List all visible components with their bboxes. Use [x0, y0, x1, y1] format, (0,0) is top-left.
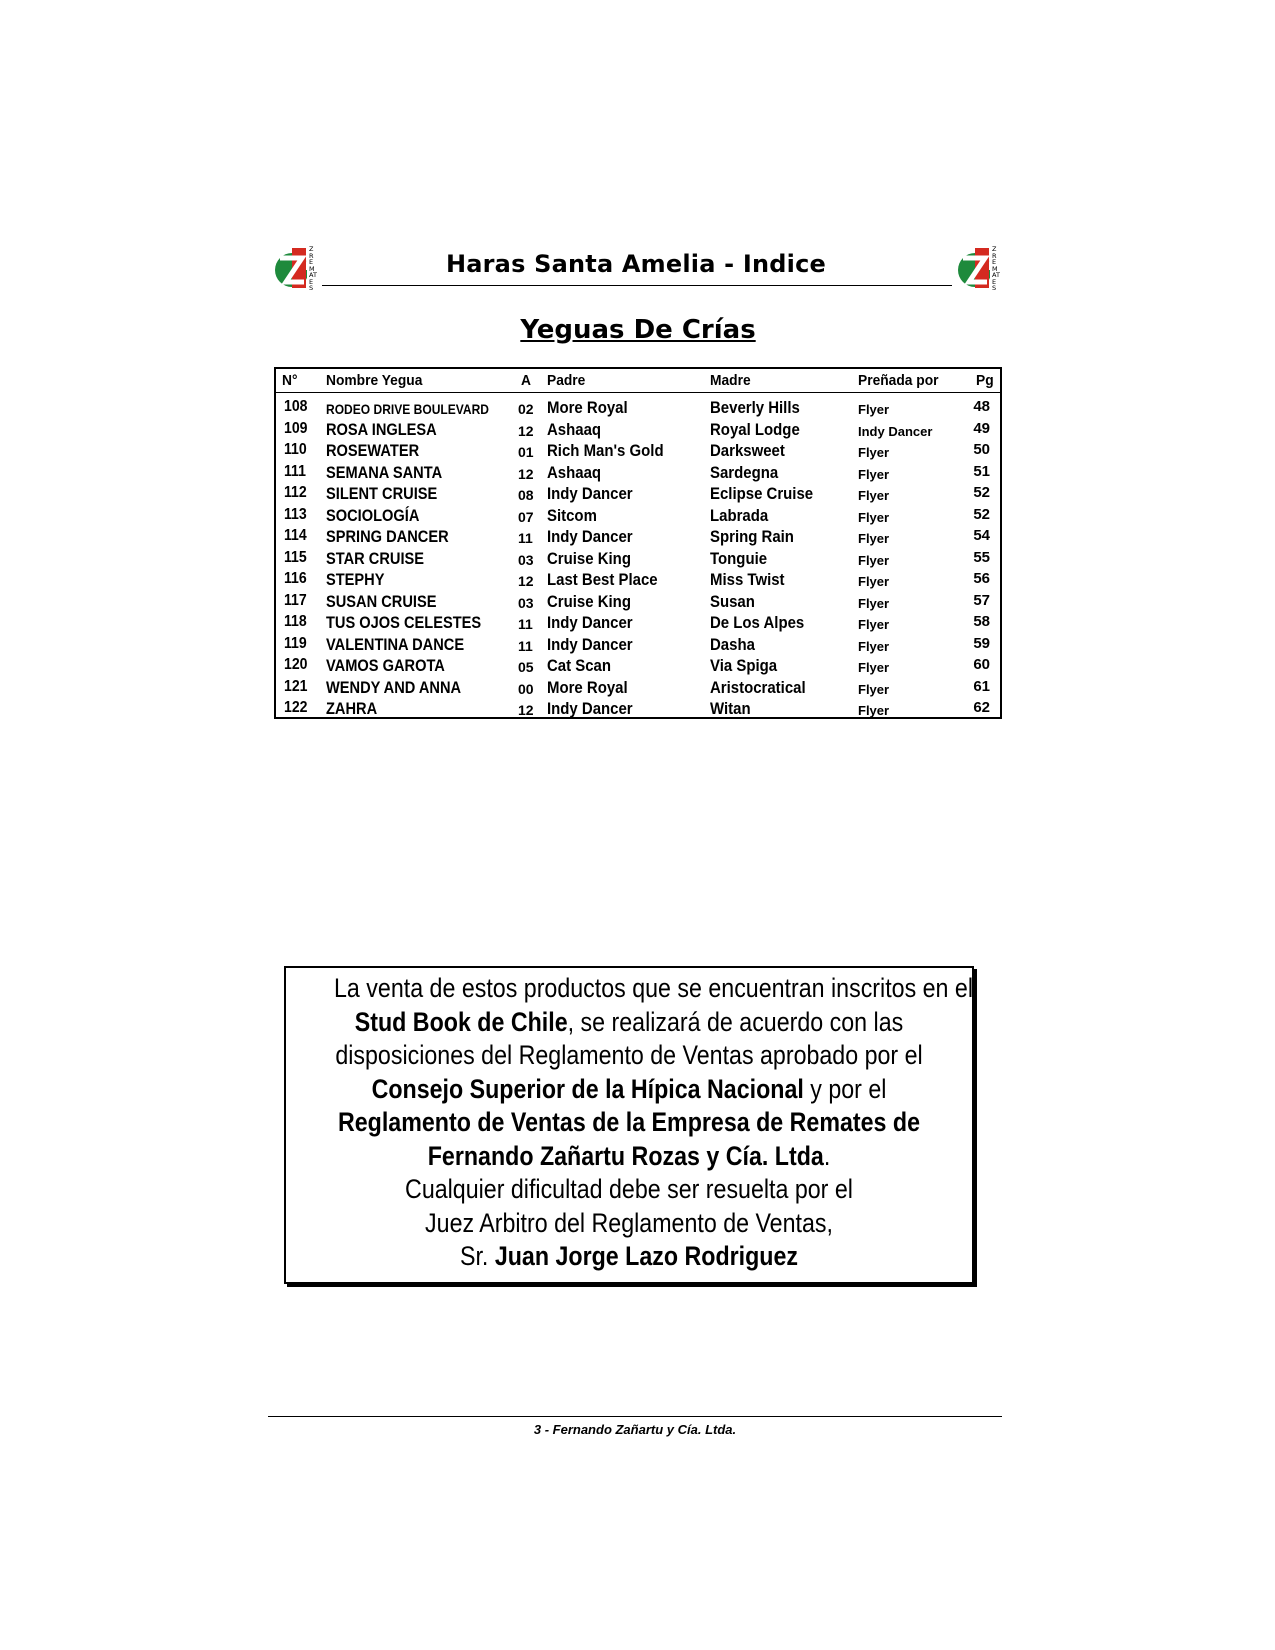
cell-sire: Cat Scan — [547, 656, 612, 675]
cell-age: 12 — [518, 573, 534, 589]
cell-page: 49 — [973, 419, 990, 437]
cell-sire: Rich Man's Gold — [547, 441, 664, 460]
column-header-age: A — [521, 372, 531, 389]
cell-dam: Eclipse Cruise — [710, 484, 814, 503]
notice-bold-text: Consejo Superior de la Hípica Nacional — [371, 1073, 804, 1104]
cell-page: 51 — [973, 462, 990, 480]
cell-page: 61 — [973, 677, 990, 695]
cell-page: 52 — [973, 505, 990, 523]
column-header-dam: Madre — [710, 372, 751, 389]
cell-name: ROSA INGLESA — [326, 419, 437, 439]
table-row — [276, 505, 1000, 527]
cell-page: 62 — [973, 699, 990, 716]
cell-page: 55 — [973, 548, 990, 566]
cell-name: SEMANA SANTA — [326, 462, 443, 482]
cell-name: SPRING DANCER — [326, 527, 449, 546]
cell-pregnant-by: Flyer — [858, 445, 890, 460]
column-header-number: N° — [282, 372, 298, 389]
cell-pregnant-by: Flyer — [858, 488, 890, 503]
cell-sire: Indy Dancer — [547, 634, 633, 654]
table-row — [276, 569, 1000, 591]
cell-number: 118 — [284, 613, 307, 630]
cell-number: 110 — [284, 441, 307, 458]
cell-number: 120 — [284, 656, 308, 673]
cell-number: 119 — [284, 634, 307, 652]
table-row — [276, 440, 1000, 462]
cell-age: 00 — [518, 680, 534, 697]
cell-pregnant-by: Flyer — [858, 595, 890, 611]
notice-text: Juez Arbitro del Reglamento de Ventas, — [425, 1207, 833, 1238]
cell-age: 11 — [518, 616, 533, 632]
cell-sire: Indy Dancer — [547, 613, 633, 632]
notice-line — [334, 1106, 924, 1140]
cell-dam: De Los Alpes — [710, 613, 805, 632]
cell-sire: Indy Dancer — [547, 484, 633, 503]
cell-age: 01 — [518, 444, 534, 460]
notice-line — [334, 1039, 924, 1073]
notice-text: La venta de estos productos que se encuentran inscritos en el — [334, 973, 973, 1003]
cell-name: STAR CRUISE — [326, 548, 425, 568]
column-header-name: Nombre Yegua — [326, 372, 423, 389]
cell-pregnant-by: Flyer — [858, 466, 890, 482]
cell-page: 50 — [973, 441, 990, 458]
notice-bold-text: Juan Jorge Lazo Rodriguez — [494, 1241, 799, 1271]
cell-pregnant-by: Flyer — [858, 574, 890, 589]
cell-name: STEPHY — [326, 570, 385, 589]
cell-page: 56 — [973, 570, 990, 587]
cell-pregnant-by: Flyer — [858, 638, 890, 654]
notice-text: disposiciones del Reglamento de Ventas aprobado por el — [335, 1040, 923, 1070]
cell-sire: More Royal — [547, 398, 628, 417]
cell-sire: Cruise King — [547, 591, 631, 611]
table-row — [276, 698, 1000, 720]
cell-age: 11 — [518, 637, 533, 654]
cell-pregnant-by: Flyer — [858, 509, 890, 525]
cell-name: WENDY AND ANNA — [326, 677, 462, 697]
table-header-row — [276, 369, 1000, 393]
cell-dam: Sardegna — [710, 462, 779, 482]
notice-text: y por el — [803, 1073, 887, 1104]
cell-number: 114 — [284, 527, 307, 544]
cell-dam: Dasha — [710, 634, 755, 654]
cell-page: 57 — [973, 591, 990, 609]
cell-number: 122 — [284, 699, 308, 716]
header-divider — [322, 285, 952, 286]
table-row — [276, 655, 1000, 677]
notice-line — [334, 972, 973, 1006]
cell-dam: Beverly Hills — [710, 398, 800, 417]
cell-pregnant-by: Flyer — [858, 552, 890, 568]
cell-page: 52 — [973, 484, 990, 501]
notice-line — [334, 1006, 924, 1040]
table-row — [276, 677, 1000, 699]
cell-number: 113 — [284, 505, 307, 523]
page-footer: 3 - Fernando Zañartu y Cía. Ltda. — [533, 1422, 737, 1437]
cell-sire: Ashaaq — [547, 462, 602, 482]
table-row — [276, 397, 1000, 419]
table-row — [276, 591, 1000, 613]
notice-text: . — [823, 1140, 831, 1171]
notice-bold-text: Fernando Zañartu Rozas y Cía. Ltda — [427, 1140, 824, 1171]
logo-text: ZREMATES — [992, 245, 1000, 292]
cell-dam: Royal Lodge — [710, 419, 800, 439]
cell-name: VALENTINA DANCE — [326, 634, 465, 654]
table-body — [276, 397, 1000, 720]
cell-pregnant-by: Flyer — [858, 531, 890, 546]
cell-dam: Spring Rain — [710, 527, 794, 546]
cell-page: 54 — [973, 527, 990, 544]
cell-page: 58 — [973, 613, 990, 630]
table-row — [276, 634, 1000, 656]
cell-dam: Darksweet — [710, 441, 785, 460]
cell-number: 112 — [284, 484, 307, 501]
logo-text: ZREMATES — [309, 245, 317, 292]
cell-pregnant-by: Flyer — [858, 617, 890, 632]
notice-text: Cualquier dificultad debe ser resuelta por el — [405, 1174, 853, 1204]
cell-sire: Indy Dancer — [547, 699, 633, 718]
cell-number: 117 — [284, 591, 307, 609]
column-header-sire: Padre — [547, 372, 586, 389]
cell-sire: Indy Dancer — [547, 527, 633, 546]
cell-age: 08 — [518, 487, 534, 503]
company-logo-left — [272, 244, 320, 292]
mares-index-table — [274, 367, 1002, 719]
cell-name: ZAHRA — [326, 699, 378, 718]
cell-dam: Witan — [710, 699, 751, 718]
cell-dam: Labrada — [710, 505, 769, 525]
table-row — [276, 548, 1000, 570]
cell-sire: Sitcom — [547, 505, 597, 525]
cell-dam: Aristocratical — [710, 677, 806, 697]
cell-name: SUSAN CRUISE — [326, 591, 437, 611]
footer-divider — [268, 1416, 1002, 1417]
cell-age: 12 — [518, 465, 534, 482]
column-header-pregnant-by: Preñada por — [858, 372, 939, 389]
cell-number: 109 — [284, 419, 308, 437]
cell-name: TUS OJOS CELESTES — [326, 613, 482, 632]
cell-age: 03 — [518, 594, 534, 611]
cell-pregnant-by: Flyer — [858, 402, 890, 417]
table-row — [276, 483, 1000, 505]
page-header-title: Haras Santa Amelia - Indice — [445, 250, 827, 278]
notice-bold-text: Stud Book de Chile — [354, 1006, 568, 1037]
notice-line — [334, 1140, 924, 1174]
cell-age: 07 — [518, 508, 534, 525]
table-row — [276, 462, 1000, 484]
cell-page: 48 — [973, 398, 990, 415]
cell-age: 02 — [518, 401, 534, 417]
cell-pregnant-by: Flyer — [858, 681, 890, 697]
company-logo-right — [955, 244, 1003, 292]
cell-age: 05 — [518, 659, 534, 675]
cell-dam: Tonguie — [710, 548, 768, 568]
cell-page: 60 — [973, 656, 990, 673]
cell-number: 108 — [284, 398, 308, 415]
cell-name: SOCIOLOGÍA — [326, 505, 420, 525]
cell-name: SILENT CRUISE — [326, 484, 438, 503]
cell-age: 03 — [518, 551, 534, 568]
cell-pregnant-by: Indy Dancer — [858, 423, 933, 439]
table-row — [276, 526, 1000, 548]
cell-name: RODEO DRIVE BOULEVARD — [326, 401, 490, 417]
notice-line — [334, 1073, 924, 1107]
notice-line — [334, 1240, 924, 1274]
cell-age: 11 — [518, 530, 533, 546]
cell-dam: Susan — [710, 591, 755, 611]
cell-number: 115 — [284, 548, 307, 566]
notice-line — [334, 1173, 924, 1207]
cell-dam: Via Spiga — [710, 656, 778, 675]
cell-name: ROSEWATER — [326, 441, 420, 460]
cell-age: 12 — [518, 422, 534, 439]
cell-dam: Miss Twist — [710, 570, 785, 589]
section-title: Yeguas De Crías — [520, 315, 756, 345]
cell-number: 116 — [284, 570, 307, 587]
notice-text: , se realizará de acuerdo con las — [567, 1006, 904, 1037]
cell-sire: More Royal — [547, 677, 628, 697]
notice-line — [334, 1207, 924, 1241]
cell-name: VAMOS GAROTA — [326, 656, 445, 675]
cell-pregnant-by: Flyer — [858, 660, 890, 675]
cell-sire: Last Best Place — [547, 570, 658, 589]
cell-sire: Ashaaq — [547, 419, 602, 439]
cell-age: 12 — [518, 702, 534, 718]
column-header-page: Pg — [976, 372, 994, 389]
cell-number: 121 — [284, 677, 308, 695]
cell-number: 111 — [284, 462, 306, 480]
table-row — [276, 419, 1000, 441]
table-row — [276, 612, 1000, 634]
cell-pregnant-by: Flyer — [858, 703, 890, 718]
notice-bold-text: Reglamento de Ventas de la Empresa de Remates de — [337, 1107, 921, 1137]
cell-page: 59 — [973, 634, 990, 652]
notice-text: Sr. — [459, 1241, 495, 1271]
sales-regulation-notice — [284, 966, 974, 1284]
cell-sire: Cruise King — [547, 548, 631, 568]
